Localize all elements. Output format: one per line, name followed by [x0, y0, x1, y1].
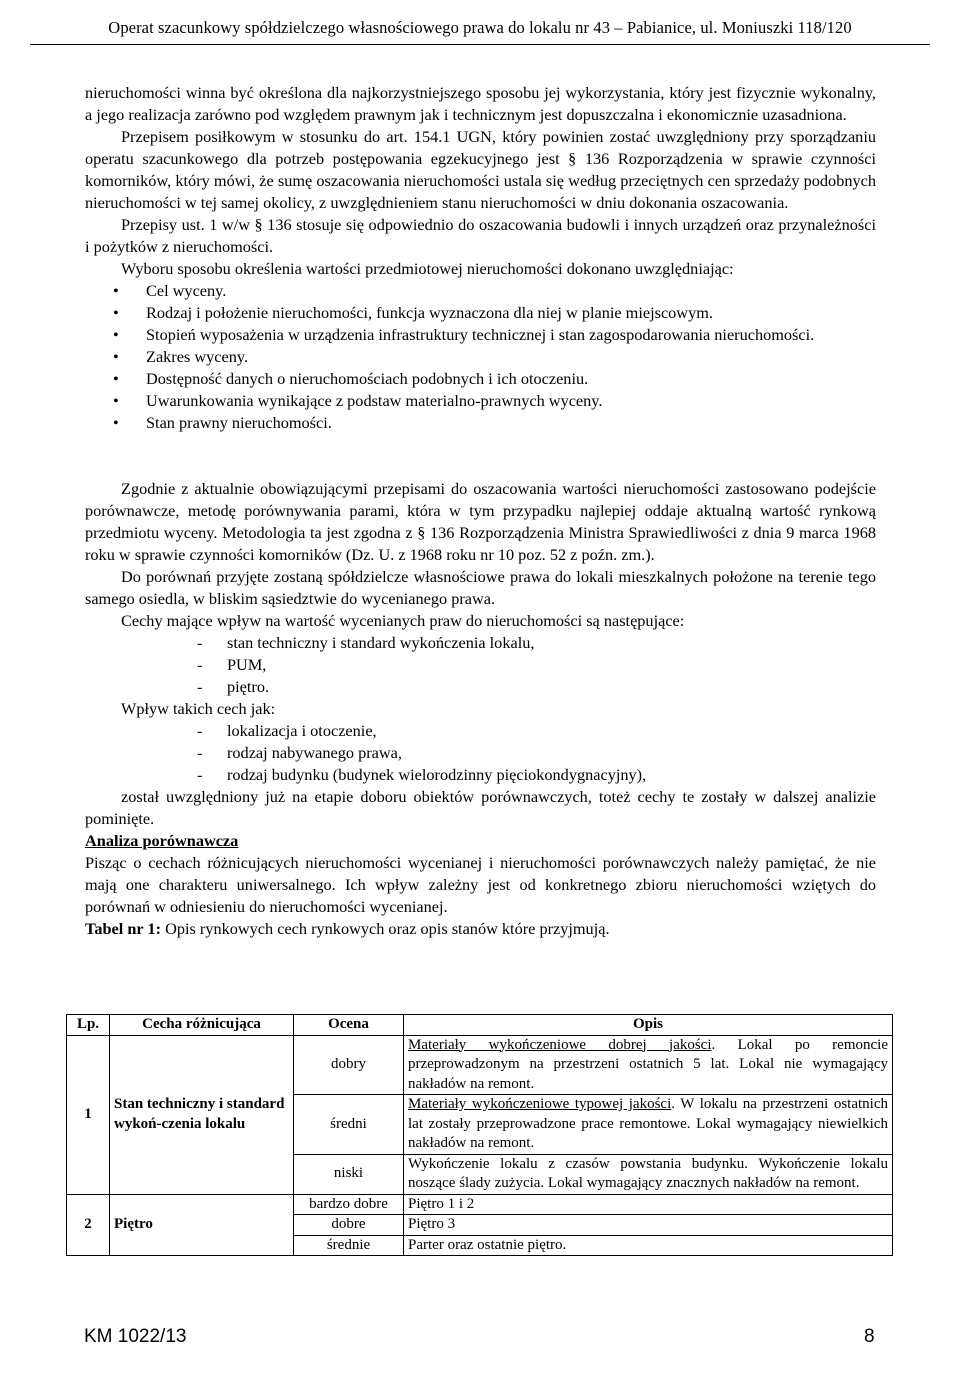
- cell-lp: 2: [67, 1194, 110, 1256]
- paragraph-5: Zgodnie z aktualnie obowiązującymi przepisami do oszacowania wartości nieruchomości zastosowano podejście porównawcze, metodę porównywania parami, która w tym przypadku najlepiej oddaje aktualną wartość rynkową przedmiotu wyceny. Metodologia ta jest zgodna z § 136 Rozporządzenia Ministra Sprawiedliwości z dnia 9 marca 1968 roku w sprawie czynności komorników (Dz. U. z 1968 roku nr 10 poz. 52 z poźn. zm.).: [85, 479, 876, 564]
- cell-lp: 1: [67, 1035, 110, 1194]
- paragraph-10: Pisząc o cechach różnicujących nieruchomości wycenianej i nieruchomości porównawczych należy pamiętać, że nie mają one charakteru uniwersalnego. Ich wpływ zależny jest od konkretnego zbioru nieruchomości wziętych do porównań w odniesieniu do nieruchomości wycenianej.: [85, 853, 876, 916]
- bullet-glyph: •: [113, 369, 119, 388]
- bullet-glyph: •: [113, 281, 119, 300]
- list-item: • Uwarunkowania wynikające z podstaw materialno-prawnych wyceny.: [113, 391, 603, 410]
- list-item: • Dostępność danych o nieruchomościach podobnych i ich otoczeniu.: [113, 369, 589, 388]
- page-header: Operat szacunkowy spółdzielczego własnościowego prawa do lokalu nr 43 – Pabianice, ul. Moniuszki 118/120: [108, 18, 852, 37]
- header-ocena: Ocena: [294, 1015, 404, 1036]
- paragraph-1: nieruchomości winna być określona dla najkorzystniejszego sposobu jej wykorzystania, który jest fizycznie wykonalny, a jego realizacja zarówno pod względem prawnym jak i technicznym jest dopuszczalna i ekonomicznie uzasadniona.: [85, 83, 876, 124]
- paragraph-9: został uwzględniony już na etapie doboru obiektów porównawczych, toteż cechy te zostały w dalszej analizie pominięte.: [85, 787, 876, 828]
- cell-cecha: Piętro: [110, 1194, 294, 1256]
- header-opis: Opis: [404, 1015, 893, 1036]
- cell-ocena: niski: [294, 1154, 404, 1194]
- cell-ocena: średni: [294, 1095, 404, 1155]
- dash-list-features: [85, 632, 876, 698]
- list-item: - PUM,: [197, 655, 267, 674]
- table-row: [67, 1035, 893, 1095]
- list-item: - piętro.: [197, 677, 270, 696]
- header-cecha: Cecha różnicująca: [110, 1015, 294, 1036]
- dash-list-influence: [85, 720, 876, 786]
- cell-opis: Piętro 1 i 2: [404, 1194, 893, 1215]
- list-item: - stan techniczny i standard wykończenia lokalu,: [197, 633, 535, 652]
- cell-cecha: Stan techniczny i standard wykoń-czenia lokalu: [110, 1035, 294, 1194]
- document-body: [85, 82, 876, 940]
- list-item: - rodzaj nabywanego prawa,: [197, 743, 402, 762]
- list-item: • Cel wyceny.: [113, 281, 227, 300]
- footer-document-id: KM 1022/13: [84, 1326, 187, 1347]
- cell-opis: Wykończenie lokalu z czasów powstania budynku. Wykończenie lokalu noszące ślady zużycia. Lokal wymagający znacznych nakładów na remont.: [404, 1154, 893, 1194]
- section-title: Analiza porównawcza: [85, 831, 239, 850]
- list-item: • Zakres wyceny.: [113, 347, 249, 366]
- cell-ocena: średnie: [294, 1235, 404, 1256]
- list-item: • Stopień wyposażenia w urządzenia infrastruktury technicznej i stan zagospodarowania nieruchomości.: [113, 325, 815, 344]
- list-item: • Rodzaj i położenie nieruchomości, funkcja wyznaczona dla niej w planie miejscowym.: [113, 303, 713, 322]
- cell-ocena: bardzo dobre: [294, 1194, 404, 1215]
- bullet-glyph: •: [113, 347, 119, 366]
- bullet-glyph: •: [113, 325, 119, 344]
- paragraph-2: Przepisem posiłkowym w stosunku do art. 154.1 UGN, który powinien zostać uwzględniony przy sporządzaniu operatu szacunkowego dla potrzeb postępowania egzekucyjnego jest § 136 Rozporządzenia w sprawie czynności komorników, który mówi, że sumę oszacowania nieruchomości ustala się według przeciętnych cen sprzedaży podobnych nieruchomości w tej samej okolicy, z uwzględnieniem stanu nieruchomości w dniu dokonania oszacowania.: [85, 127, 876, 212]
- cell-opis: Materiały wykończeniowe typowej jakości. W lokalu na przestrzeni ostatnich lat zostały przeprowadzone prace remontowe. Lokal wymagający niewielkich nakładów na remont.: [404, 1095, 893, 1155]
- paragraph-4: Wyboru sposobu określenia wartości przedmiotowej nieruchomości dokonano uwzględniając:: [121, 259, 734, 278]
- table-row: [67, 1194, 893, 1215]
- table-header-row: [67, 1015, 893, 1036]
- list-item: - lokalizacja i otoczenie,: [197, 721, 377, 740]
- paragraph-8: Wpływ takich cech jak:: [121, 699, 276, 718]
- bullet-glyph: •: [113, 413, 119, 432]
- footer-page-number: 8: [864, 1326, 875, 1347]
- bullet-glyph: •: [113, 303, 119, 322]
- bullet-list: [85, 280, 876, 434]
- list-item: - rodzaj budynku (budynek wielorodzinny pięciokondygnacyjny),: [197, 765, 647, 784]
- cell-ocena: dobry: [294, 1035, 404, 1095]
- list-item: • Stan prawny nieruchomości.: [113, 413, 332, 432]
- header-divider: [30, 44, 930, 45]
- features-table: [66, 1014, 893, 1256]
- cell-opis: Parter oraz ostatnie piętro.: [404, 1235, 893, 1256]
- cell-opis: Piętro 3: [404, 1215, 893, 1236]
- header-lp: Lp.: [67, 1015, 110, 1036]
- paragraph-7: Cechy mające wpływ na wartość wycenianych praw do nieruchomości są następujące:: [121, 611, 685, 630]
- table-caption: Tabel nr 1: Opis rynkowych cech rynkowych oraz opis stanów które przyjmują.: [85, 919, 610, 938]
- paragraph-6: Do porównań przyjęte zostaną spółdzielcze własnościowe prawa do lokali mieszkalnych położone na terenie tego samego osiedla, w bliskim sąsiedztwie do wycenianego prawa.: [85, 567, 876, 608]
- bullet-glyph: •: [113, 391, 119, 410]
- cell-ocena: dobre: [294, 1215, 404, 1236]
- cell-opis: Materiały wykończeniowe dobrej jakości. Lokal po remoncie przeprowadzonym na przestrzeni ostatnich 5 lat. Lokal nie wymagający nakładów na remont.: [404, 1035, 893, 1095]
- paragraph-3: Przepisy ust. 1 w/w § 136 stosuje się odpowiednio do oszacowania budowli i innych urządzeń oraz przynależności i pożytków z nieruchomości.: [85, 215, 876, 256]
